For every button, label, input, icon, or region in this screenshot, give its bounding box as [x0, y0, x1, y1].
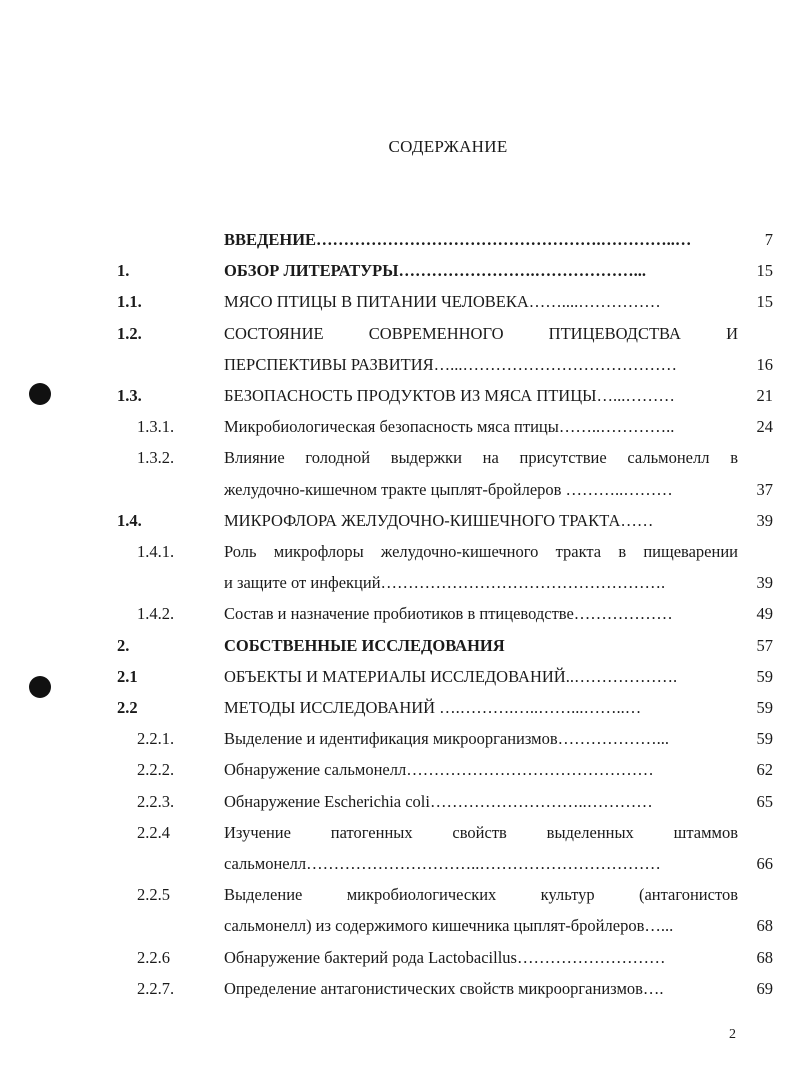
toc-page: 59	[756, 698, 773, 717]
toc-number: 1.4.	[117, 511, 142, 530]
toc-line	[0, 259, 792, 283]
toc-line	[0, 852, 792, 876]
toc-line	[0, 883, 792, 907]
toc-page: 15	[756, 261, 773, 280]
toc-line	[0, 790, 792, 814]
toc-page: 24	[756, 417, 773, 436]
toc-text: ОБЪЕКТЫ И МАТЕРИАЛЫ ИССЛЕДОВАНИЙ..……………….	[224, 667, 678, 686]
toc-line	[0, 415, 792, 439]
page-number: 2	[729, 1027, 736, 1042]
toc-line	[0, 322, 792, 346]
toc-number: 2.	[117, 636, 130, 655]
toc-text: Обнаружение бактерий рода Lactobacillus………………………	[224, 948, 666, 967]
toc-number: 1.3.2.	[137, 448, 175, 467]
toc-page: 68	[756, 916, 773, 935]
toc-number: 2.2	[117, 698, 138, 717]
toc-page: 66	[756, 854, 773, 873]
toc-line	[0, 696, 792, 720]
toc-number: 2.2.2.	[137, 760, 175, 779]
toc-line	[0, 946, 792, 970]
toc-text: МЕТОДЫ ИССЛЕДОВАНИЙ ….……….…..……...……..…	[224, 698, 642, 717]
toc-number: 2.2.4	[137, 823, 170, 842]
toc-line	[0, 446, 792, 470]
toc-text: Выделение микробиологических культур (антагонистов	[224, 885, 738, 904]
toc-line	[0, 977, 792, 1001]
toc-line	[0, 821, 792, 845]
toc-text: желудочно-кишечном тракте цыплят-бройлеров ………..………	[224, 480, 673, 499]
toc-number: 2.1	[117, 667, 138, 686]
toc-text: Определение антагонистических свойств микроорганизмов….	[224, 979, 664, 998]
toc-line	[0, 634, 792, 658]
toc-text: Состав и назначение пробиотиков в птицеводстве………………	[224, 604, 673, 623]
toc-page: 7	[764, 230, 773, 249]
toc-line	[0, 478, 792, 502]
toc-number: 1.3.1.	[137, 417, 175, 436]
toc-line	[0, 228, 792, 252]
toc-page: 69	[756, 979, 773, 998]
toc-text: МЯСО ПТИЦЫ В ПИТАНИИ ЧЕЛОВЕКА……....……………	[224, 292, 661, 311]
toc-text: ПЕРСПЕКТИВЫ РАЗВИТИЯ…...…………………………………	[224, 355, 678, 374]
toc-line	[0, 602, 792, 626]
toc-line	[0, 727, 792, 751]
toc-text: Изучение патогенных свойств выделенных штаммов	[224, 823, 738, 842]
punch-hole-bottom	[29, 676, 51, 698]
toc-line	[0, 384, 792, 408]
toc-page: 62	[756, 760, 773, 779]
toc-text: ВВЕДЕНИЕ…………………………………………….…………..…	[224, 230, 692, 249]
toc-number: 1.4.2.	[137, 604, 175, 623]
toc-text: Обнаружение Escherichia coli………………………..…………	[224, 792, 653, 811]
toc-number: 2.2.7.	[137, 979, 175, 998]
toc-line	[0, 758, 792, 782]
toc-page: 37	[756, 480, 773, 499]
toc-text: Выделение и идентификация микроорганизмов………………...	[224, 729, 670, 748]
toc-line	[0, 665, 792, 689]
toc-line	[0, 571, 792, 595]
toc-text: Обнаружение сальмонелл………………………………………	[224, 760, 654, 779]
toc-page: 39	[756, 511, 773, 530]
toc-text: Роль микрофлоры желудочно-кишечного тракта в пищеварении	[224, 542, 738, 561]
toc-text: ОБЗОР ЛИТЕРАТУРЫ…………………….………………...	[224, 261, 646, 280]
toc-text: Микробиологическая безопасность мяса птицы……..…………..	[224, 417, 675, 436]
toc-text: СОСТОЯНИЕ СОВРЕМЕННОГО ПТИЦЕВОДСТВА И	[224, 324, 738, 343]
toc-text: БЕЗОПАСНОСТЬ ПРОДУКТОВ ИЗ МЯСА ПТИЦЫ…...………	[224, 386, 675, 405]
toc-number: 1.1.	[117, 292, 142, 311]
toc-page: 57	[756, 636, 773, 655]
page-title: СОДЕРЖАНИЕ	[388, 137, 508, 156]
toc-number: 2.2.1.	[137, 729, 175, 748]
toc-line	[0, 540, 792, 564]
toc-page: 21	[756, 386, 773, 405]
toc-text: СОБСТВЕННЫЕ ИССЛЕДОВАНИЯ	[224, 636, 505, 655]
toc-page: 16	[756, 355, 773, 374]
toc-text: сальмонелл) из содержимого кишечника цыплят-бройлеров…...	[224, 916, 674, 935]
toc-page: 65	[756, 792, 773, 811]
toc-number: 1.	[117, 261, 130, 280]
toc-line	[0, 290, 792, 314]
punch-hole-top	[29, 383, 51, 405]
toc-number: 1.2.	[117, 324, 142, 343]
toc-number: 2.2.6	[137, 948, 170, 967]
toc-number: 2.2.5	[137, 885, 170, 904]
toc-text: Влияние голодной выдержки на присутствие сальмонелл в	[224, 448, 738, 467]
toc-page: 68	[756, 948, 773, 967]
toc-page: 15	[756, 292, 773, 311]
toc-page: 39	[756, 573, 773, 592]
toc-text: сальмонелл…………………………..……………………………	[224, 854, 661, 873]
toc-text: и защите от инфекций…………………………………………….	[224, 573, 666, 592]
toc-number: 2.2.3.	[137, 792, 175, 811]
toc-page: 59	[756, 667, 773, 686]
toc-number: 1.3.	[117, 386, 142, 405]
toc-page: 59	[756, 729, 773, 748]
toc-line	[0, 914, 792, 938]
toc-page: 49	[756, 604, 773, 623]
toc-text: МИКРОФЛОРА ЖЕЛУДОЧНО-КИШЕЧНОГО ТРАКТА……	[224, 511, 654, 530]
toc-number: 1.4.1.	[137, 542, 175, 561]
toc-line	[0, 509, 792, 533]
toc-line	[0, 353, 792, 377]
